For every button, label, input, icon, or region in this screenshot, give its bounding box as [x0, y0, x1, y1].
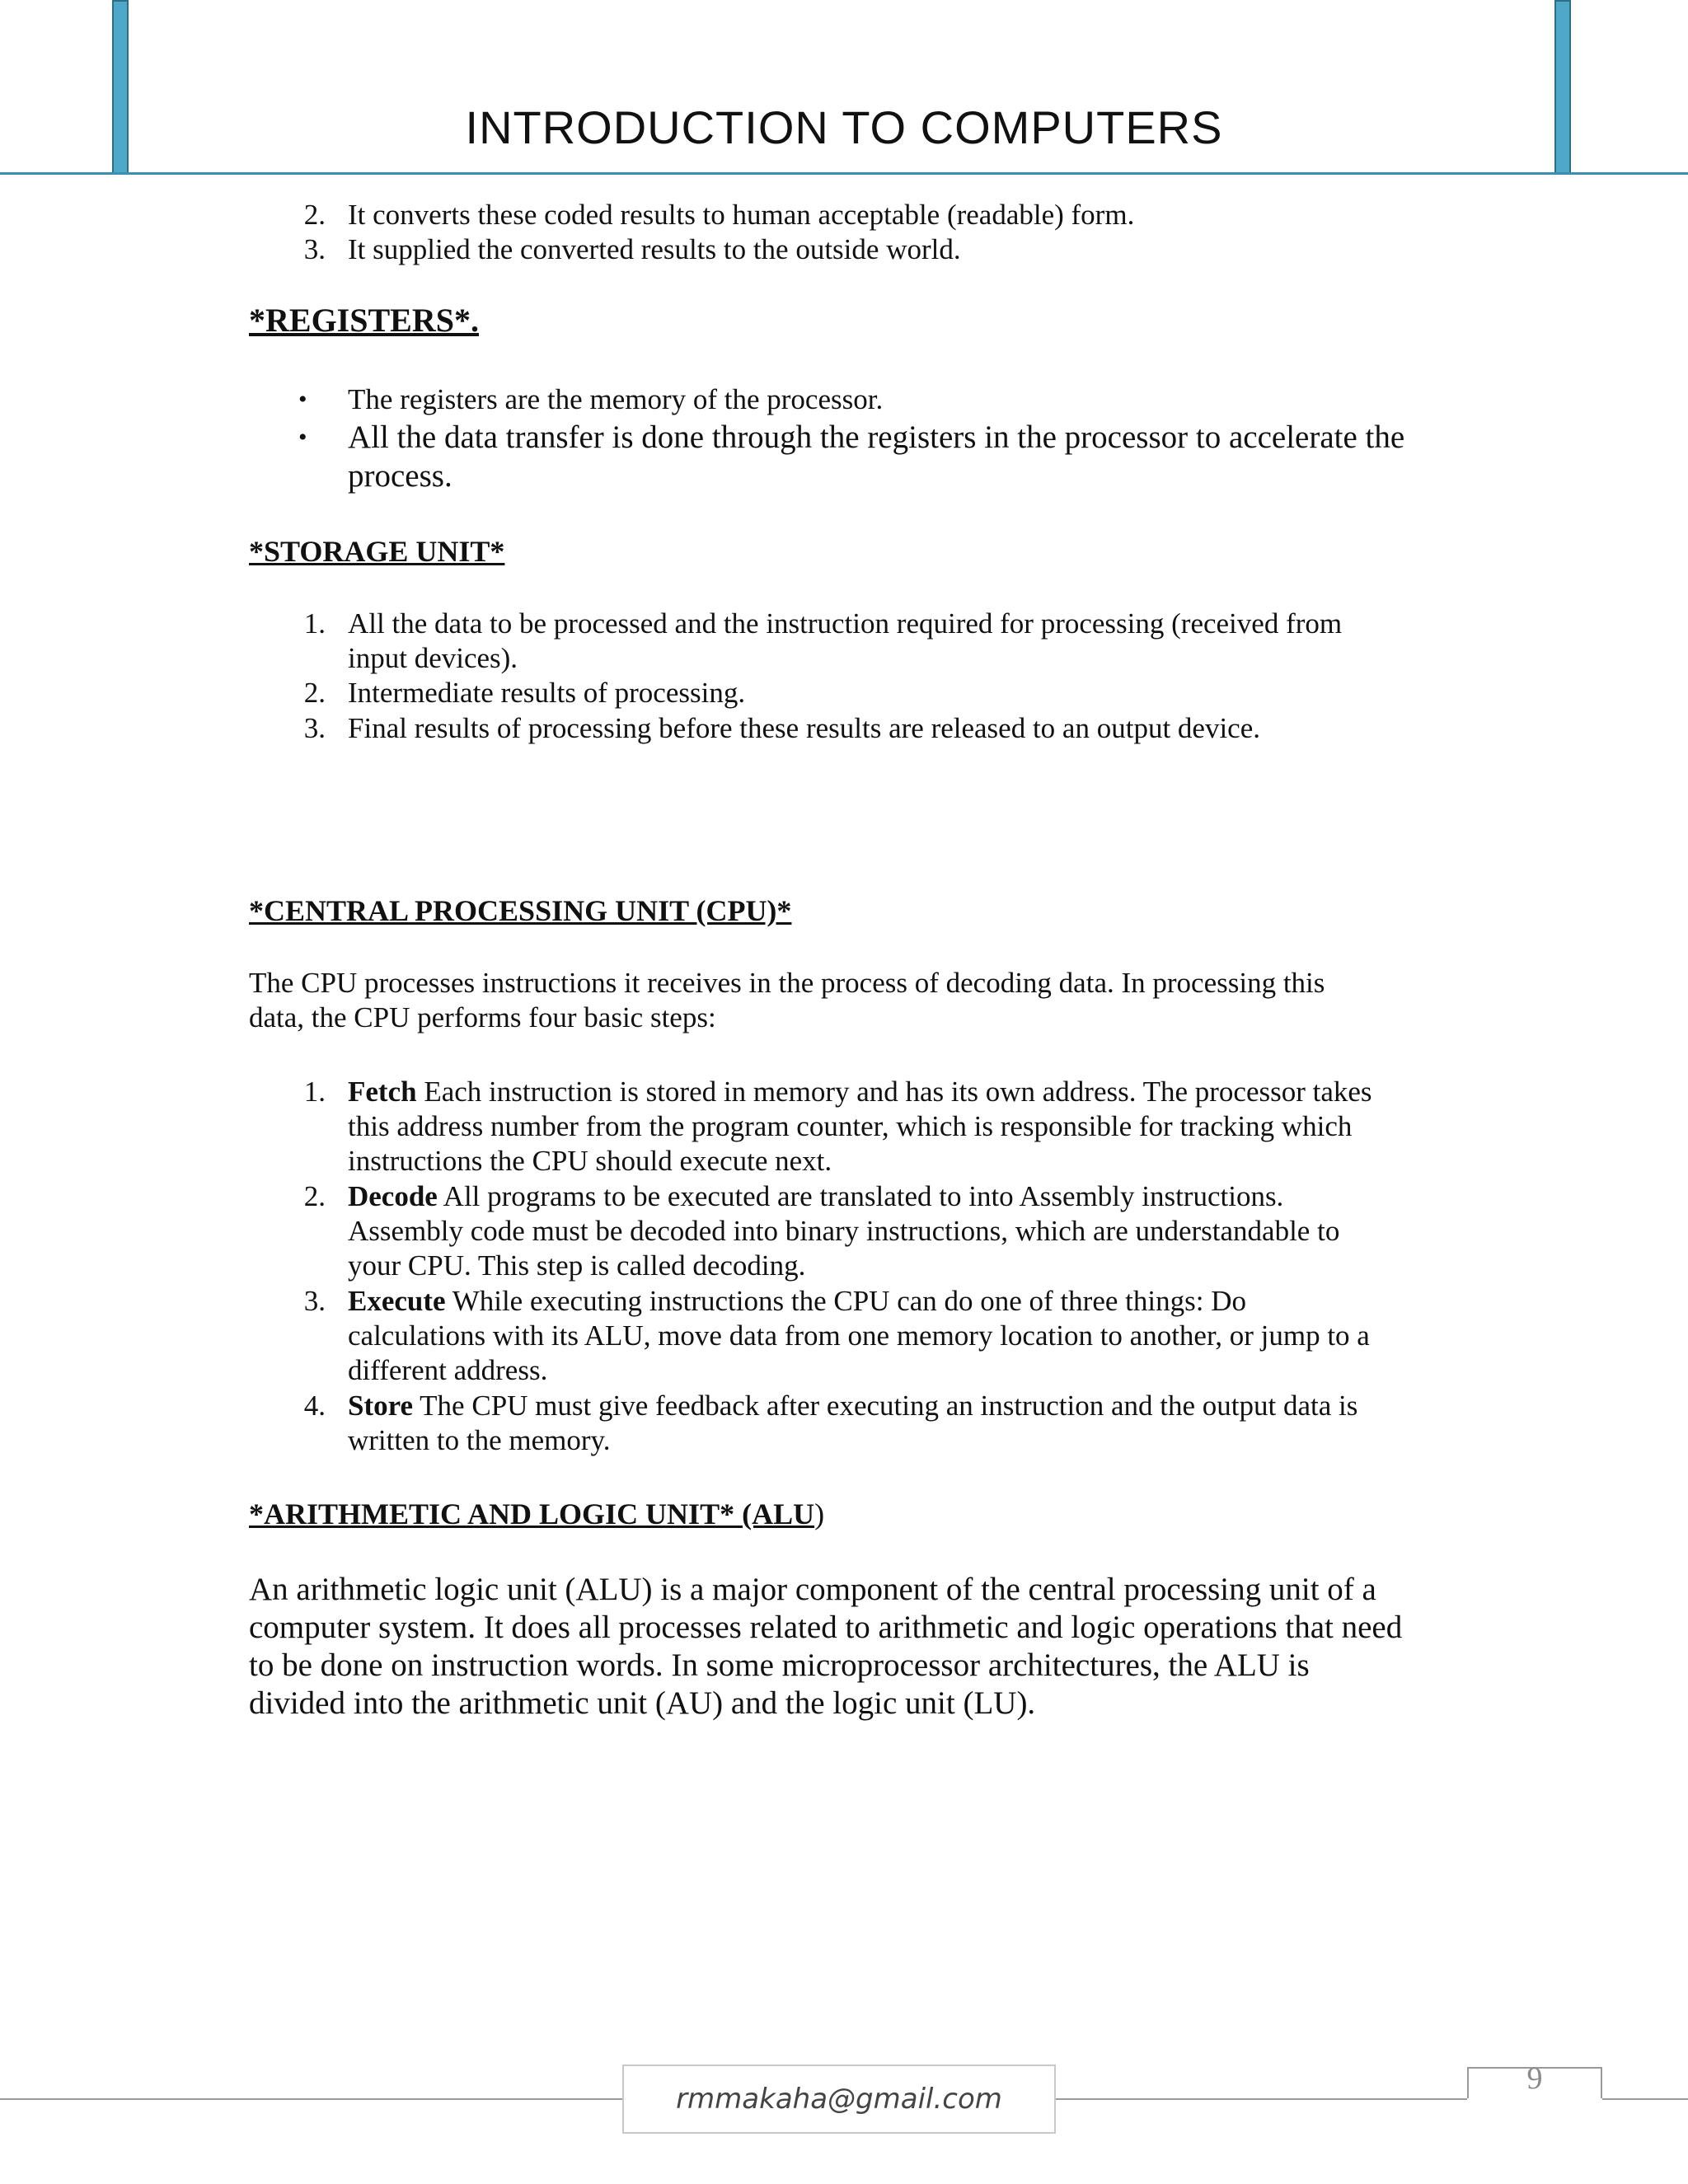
list-item: All the data to be processed and the instruction required for processing (received from	[348, 607, 1343, 640]
list-number: 1.	[303, 607, 326, 640]
list-item: The registers are the memory of the processor.	[348, 383, 884, 415]
page-title: INTRODUCTION TO COMPUTERS	[465, 101, 1223, 153]
footer-rule-left	[0, 2098, 622, 2100]
list-item-text: All programs to be executed are translated to into Assembly instructions.	[437, 1180, 1284, 1212]
list-item-continuation: Assembly code must be decoded into binary instructions, which are understandable to	[348, 1215, 1340, 1247]
paragraph-line: An arithmetic logic unit (ALU) is a major component of the central processing unit of a	[249, 1572, 1376, 1607]
term-store: Store	[348, 1390, 414, 1422]
bullet-icon: •	[298, 386, 307, 413]
list-item-continuation: this address number from the program counter, which is responsible for tracking which	[348, 1110, 1353, 1142]
list-item-continuation: different address.	[348, 1354, 548, 1386]
alu-heading-tail: )	[814, 1497, 825, 1530]
paragraph-line: to be done on instruction words. In some microprocessor architectures, the ALU is	[249, 1647, 1310, 1683]
footer-rule-right	[1602, 2098, 1688, 2100]
list-item: Final results of processing before these results are released to an output device.	[348, 712, 1260, 744]
list-number: 2.	[303, 1180, 326, 1212]
footer-email: rmmakaha@gmail.com	[622, 2064, 1056, 2134]
list-item-continuation: input devices).	[348, 642, 518, 674]
paragraph-line: The CPU processes instructions it receives in the process of decoding data. In processing this	[249, 967, 1325, 999]
list-number: 2.	[303, 199, 326, 231]
header-rule	[0, 172, 1688, 175]
term-execute: Execute	[348, 1285, 446, 1317]
list-number: 1.	[303, 1076, 326, 1108]
list-item-text: While executing instructions the CPU can do one of three things: Do	[445, 1285, 1246, 1317]
paragraph-line: data, the CPU performs four basic steps:	[249, 1001, 716, 1033]
list-number: 3.	[303, 1285, 326, 1317]
list-number: 4.	[303, 1390, 326, 1422]
list-item-continuation: process.	[348, 458, 452, 494]
list-number: 2.	[303, 677, 326, 709]
list-number: 3.	[303, 712, 326, 744]
list-item: It supplied the converted results to the outside world.	[348, 233, 961, 265]
list-item-text: The CPU must give feedback after executing an instruction and the output data is	[413, 1390, 1358, 1422]
term-fetch: Fetch	[348, 1076, 417, 1108]
list-item-text: Each instruction is stored in memory and has its own address. The processor takes	[416, 1076, 1372, 1108]
cpu-heading: *CENTRAL PROCESSING UNIT (CPU)*	[249, 894, 792, 927]
alu-heading	[249, 1497, 824, 1531]
registers-heading: *REGISTERS*.	[249, 302, 479, 339]
list-item-fetch	[348, 1075, 1372, 1109]
alu-heading-text: *ARITHMETIC AND LOGIC UNIT* (ALU	[249, 1497, 815, 1530]
list-item-continuation: written to the memory.	[348, 1424, 611, 1456]
list-number: 3.	[303, 233, 326, 265]
list-item-continuation: calculations with its ALU, move data from one memory location to another, or jump to a	[348, 1319, 1370, 1352]
list-item-store	[348, 1389, 1357, 1423]
list-item: Intermediate results of processing.	[348, 677, 746, 709]
term-decode: Decode	[348, 1180, 438, 1212]
list-item-continuation: instructions the CPU should execute next.	[348, 1145, 832, 1177]
list-item: It converts these coded results to human acceptable (readable) form.	[348, 199, 1135, 231]
page-number: 9	[1526, 2061, 1543, 2096]
paragraph-line: divided into the arithmetic unit (AU) and the logic unit (LU).	[249, 1685, 1036, 1721]
storage-heading: *STORAGE UNIT*	[249, 535, 505, 568]
bullet-icon: •	[298, 424, 307, 451]
list-item: All the data transfer is done through the registers in the processor to accelerate the	[348, 419, 1405, 455]
paragraph-line: computer system. It does all processes related to arithmetic and logic operations that need	[249, 1610, 1403, 1645]
list-item-continuation: your CPU. This step is called decoding.	[348, 1249, 806, 1282]
footer-rule-middle	[1056, 2098, 1467, 2100]
list-item-execute	[348, 1284, 1246, 1319]
list-item-decode	[348, 1179, 1283, 1214]
